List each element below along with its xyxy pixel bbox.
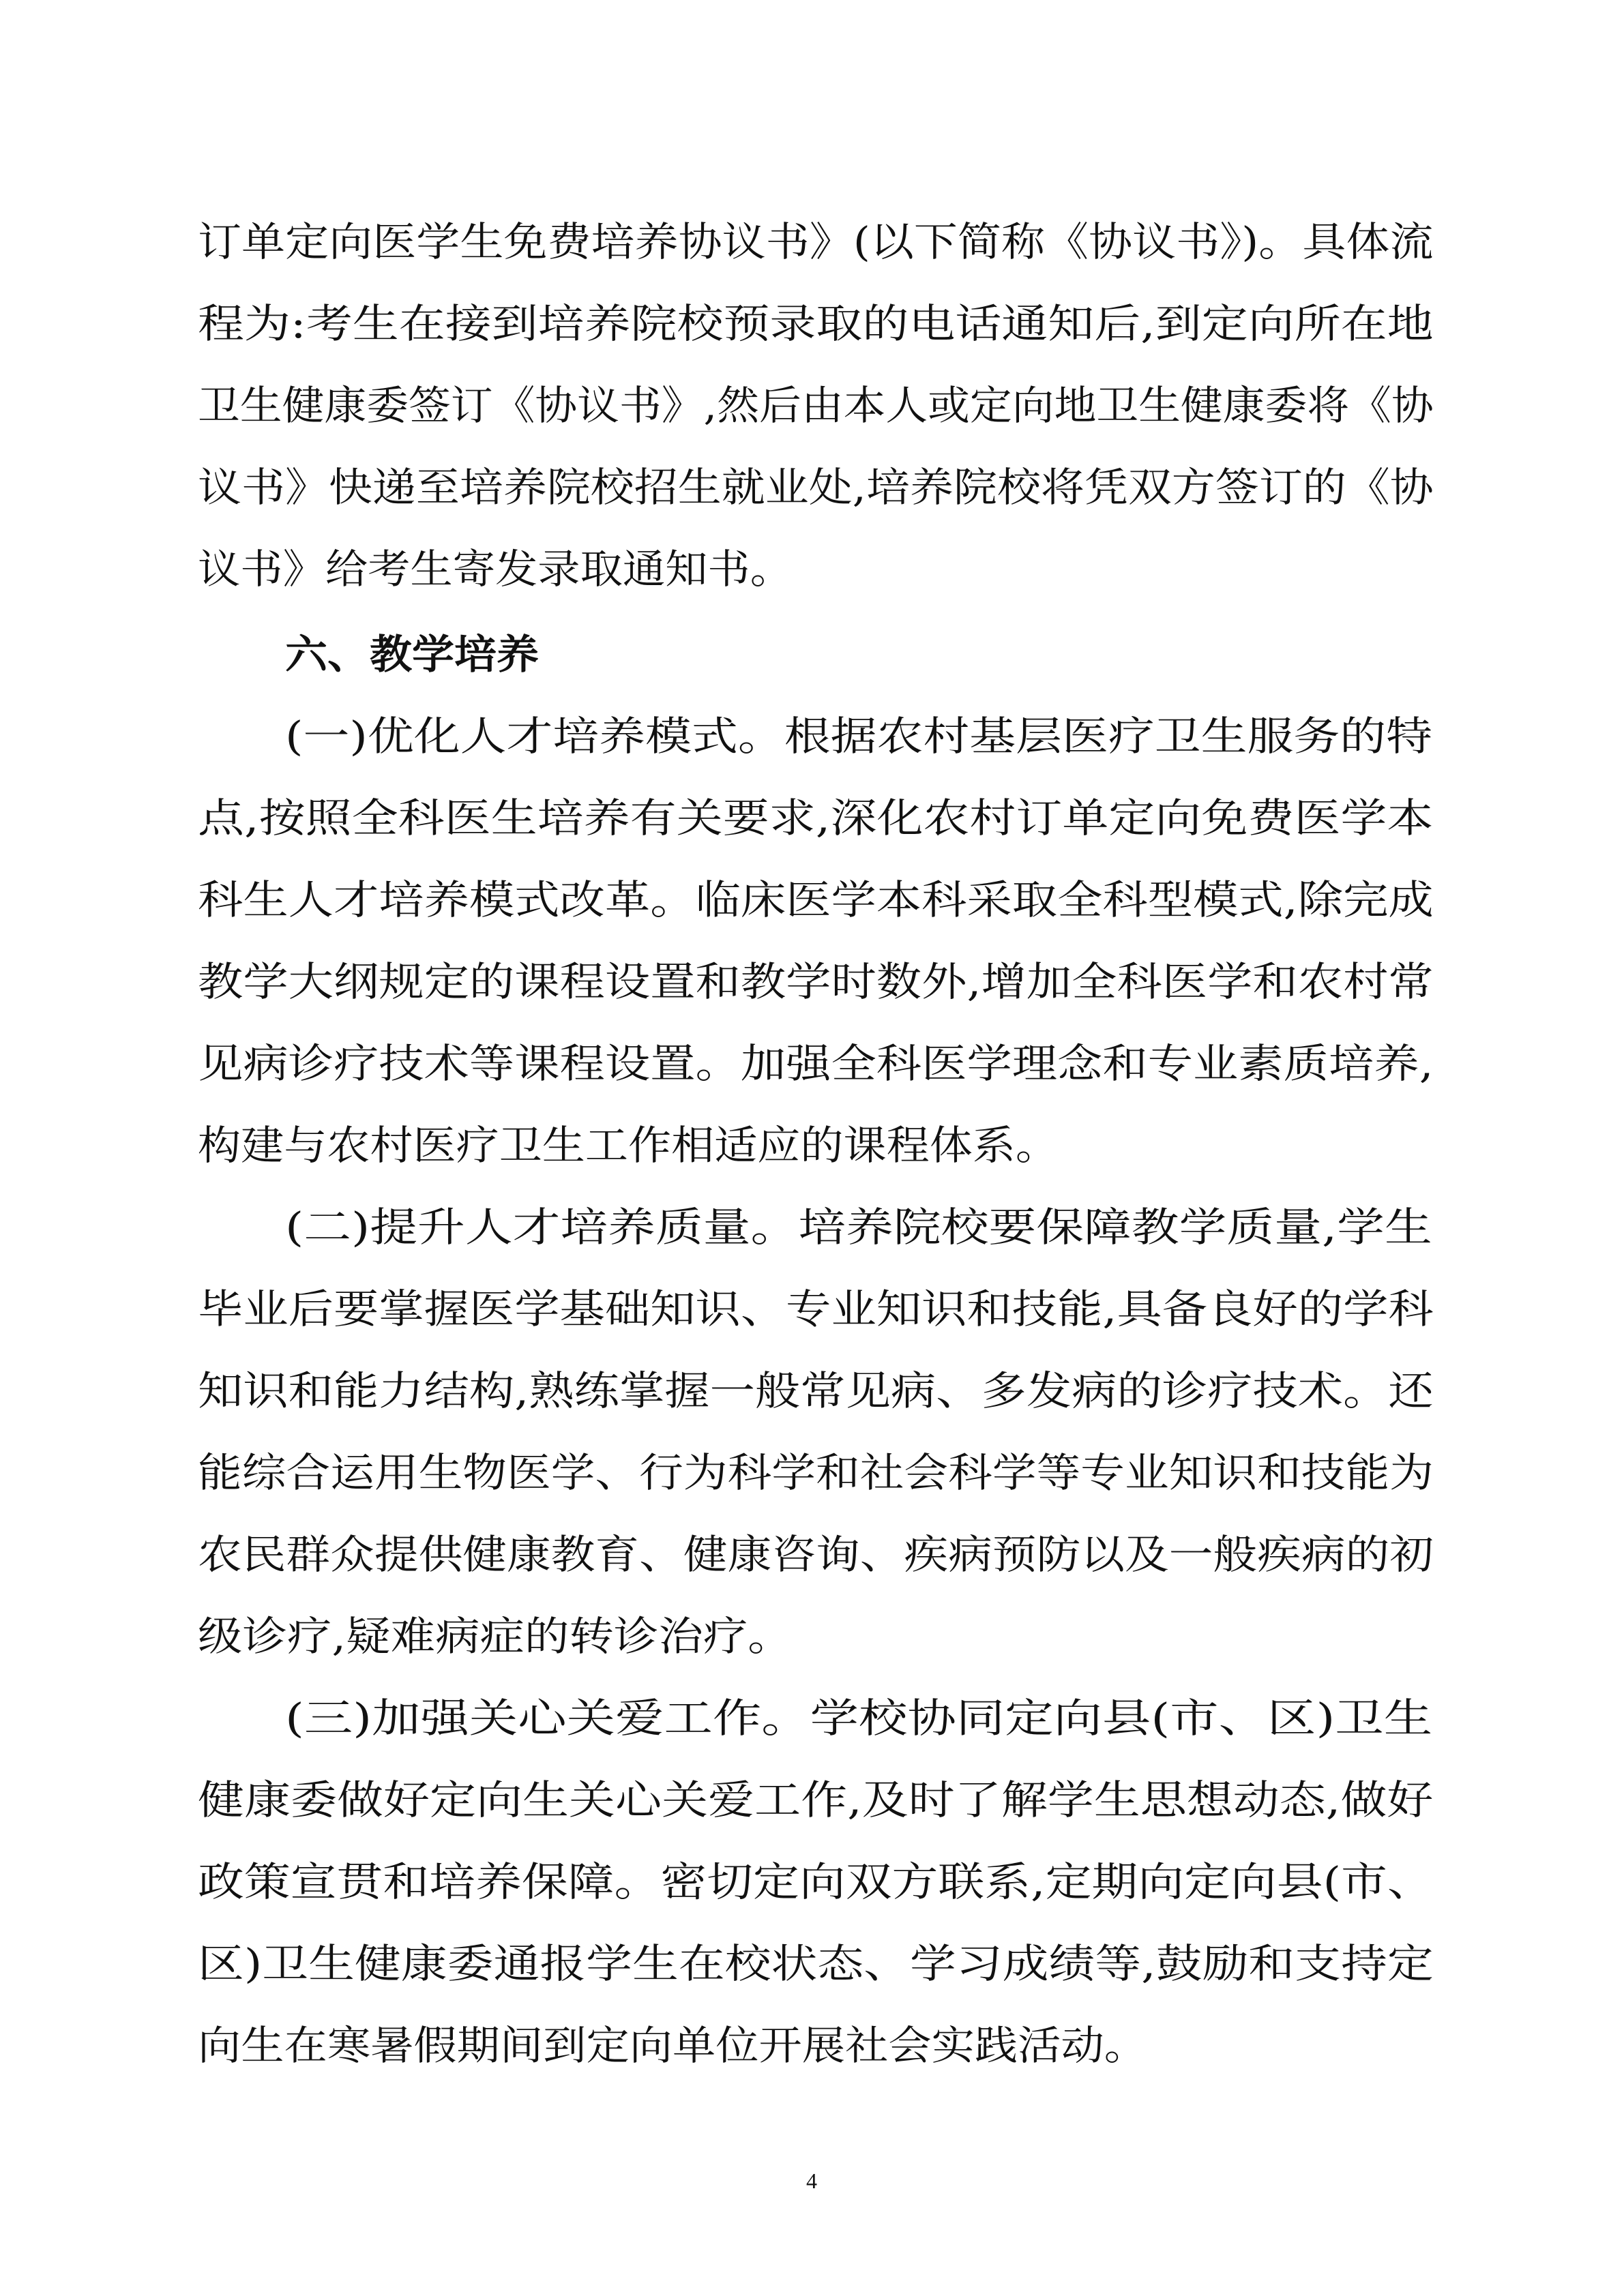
text-line: 健康委做好定向生关心关爱工作,及时了解学生思想动态,做好 bbox=[198, 1776, 1434, 1823]
text-line: (二)提升人才培养质量。培养院校要保障教学质量,学生 bbox=[285, 1204, 1432, 1251]
text-line: 订单定向医学生免费培养协议书》(以下简称《协议书》)。具体流 bbox=[198, 218, 1434, 265]
text-line: 农民群众提供健康教育、健康咨询、疾病预防以及一般疾病的初 bbox=[198, 1531, 1434, 1578]
text-line: 见病诊疗技术等课程设置。加强全科医学理念和专业素质培养, bbox=[198, 1040, 1434, 1087]
text-line: 程为:考生在接到培养院校预录取的电话通知后,到定向所在地 bbox=[198, 300, 1434, 347]
text-line: 政策宣贯和培养保障。密切定向双方联系,定期向定向县(市、 bbox=[198, 1858, 1434, 1905]
text-line: 能综合运用生物医学、行为科学和社会科学等专业知识和技能为 bbox=[198, 1449, 1434, 1496]
text-line: 科生人才培养模式改革。临床医学本科采取全科型模式,除完成 bbox=[198, 876, 1434, 923]
text-line: 构建与农村医疗卫生工作相适应的课程体系。 bbox=[198, 1122, 1059, 1169]
text-line: 毕业后要掌握医学基础知识、专业知识和技能,具备良好的学科 bbox=[198, 1285, 1434, 1332]
text-line: 级诊疗,疑难病症的转诊治疗。 bbox=[198, 1613, 793, 1660]
text-line: 教学大纲规定的课程设置和教学时数外,增加全科医学和农村常 bbox=[198, 958, 1434, 1005]
page-number: 4 bbox=[806, 2168, 817, 2193]
text-line: 议书》给考生寄发录取通知书。 bbox=[198, 546, 793, 593]
text-line: 议书》快递至培养院校招生就业处,培养院校将凭双方签订的《协 bbox=[198, 464, 1434, 511]
text-line: 区)卫生健康委通报学生在校状态、学习成绩等,鼓励和支持定 bbox=[198, 1940, 1434, 1987]
text-line: 知识和能力结构,熟练掌握一般常见病、多发病的诊疗技术。还 bbox=[198, 1367, 1434, 1414]
text-line: (一)优化人才培养模式。根据农村基层医疗卫生服务的特 bbox=[285, 713, 1433, 760]
text-line: 点,按照全科医生培养有关要求,深化农村订单定向免费医学本 bbox=[198, 794, 1434, 841]
text-line: (三)加强关心关爱工作。学校协同定向县(市、区)卫生 bbox=[285, 1695, 1433, 1742]
section-heading: 六、教学培养 bbox=[285, 631, 540, 678]
text-line: 向生在寒暑假期间到定向单位开展社会实践活动。 bbox=[198, 2022, 1148, 2069]
text-line: 卫生健康委签订《协议书》,然后由本人或定向地卫生健康委将《协 bbox=[198, 382, 1434, 429]
